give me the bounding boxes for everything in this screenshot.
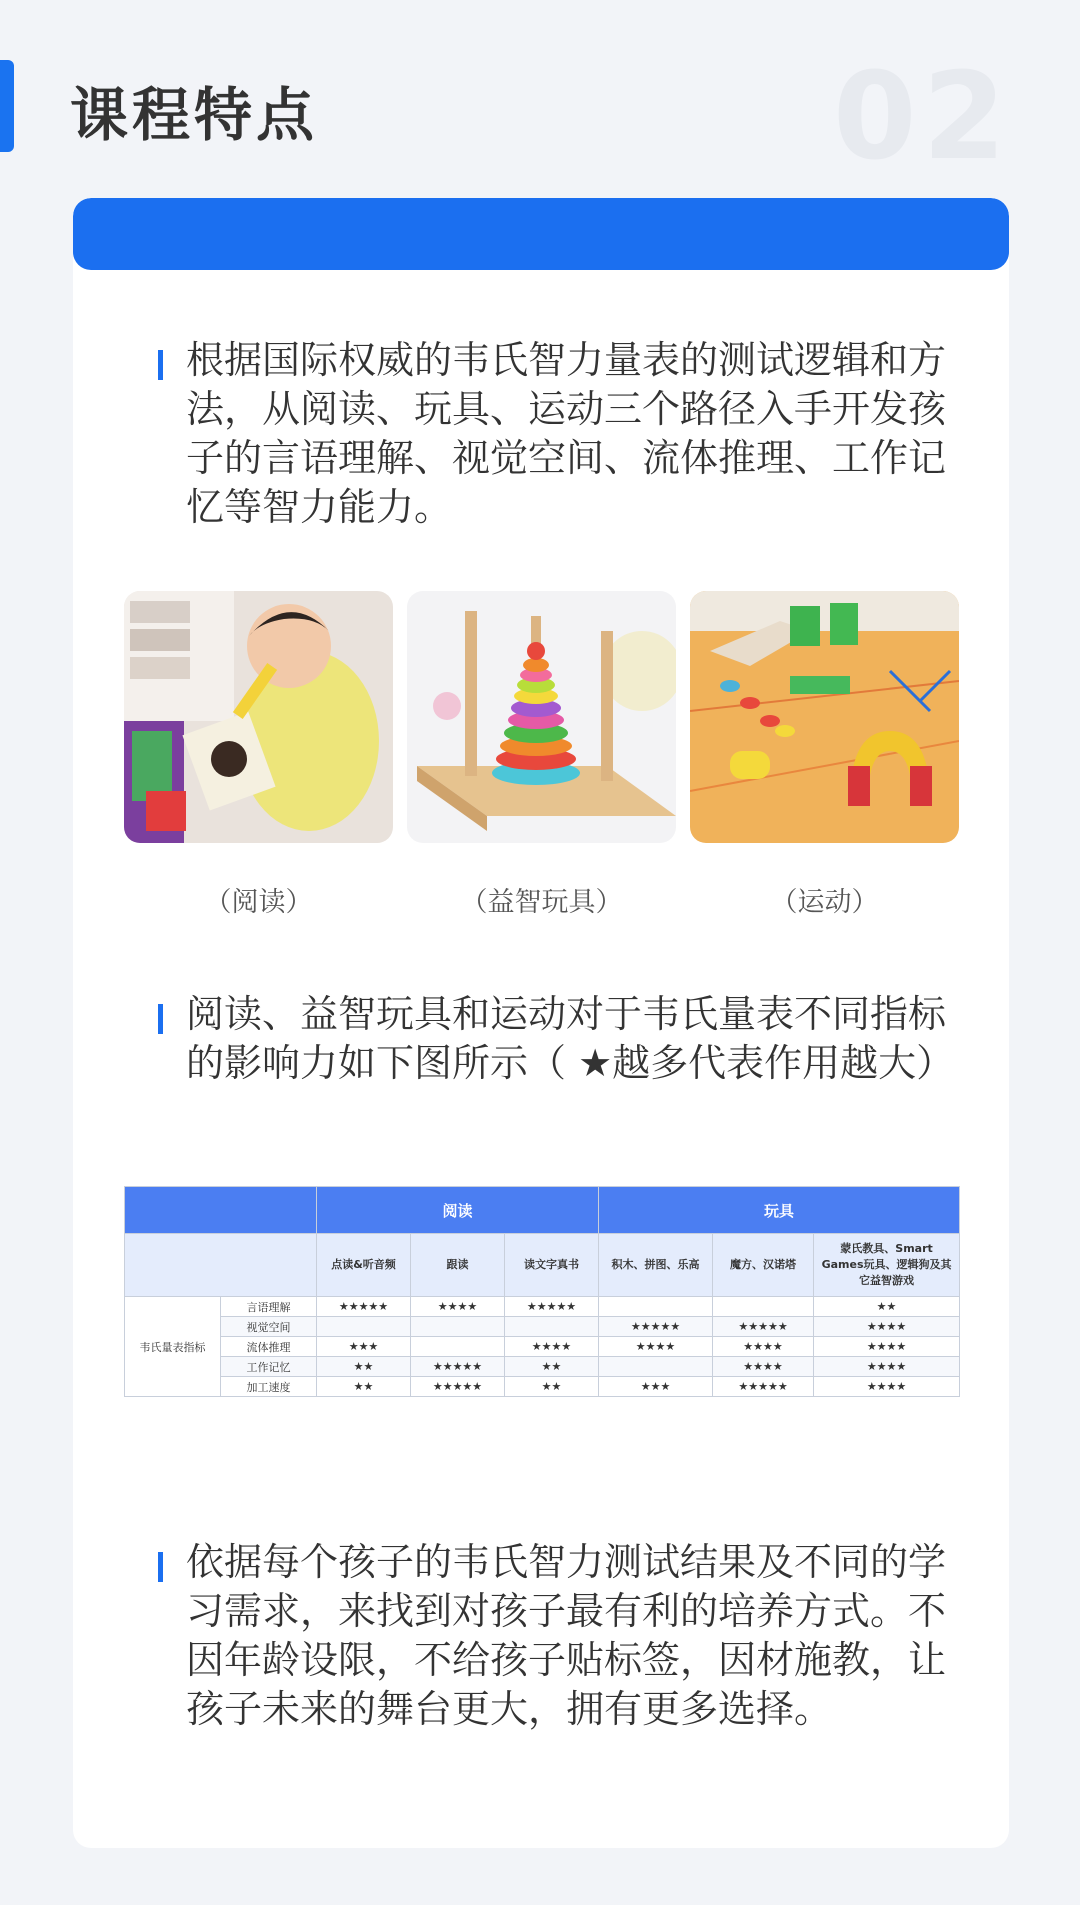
row-group-label: 韦氏量表指标: [125, 1297, 221, 1397]
row-label: 言语理解: [221, 1297, 317, 1317]
paragraph-marker: [158, 1552, 163, 1582]
rating-cell: ★★★★: [814, 1317, 960, 1337]
rating-cell: ★★★★: [814, 1337, 960, 1357]
rating-cell: ★★★★: [713, 1357, 814, 1377]
subheader: 点读&听音频: [317, 1234, 411, 1297]
paragraph-marker: [158, 1004, 163, 1034]
ring-stacking-toy-photo: [407, 591, 676, 843]
rating-cell: ★★★★★: [713, 1377, 814, 1397]
card-header-bar: [73, 198, 1009, 270]
rating-cell: ★★★★★: [505, 1297, 599, 1317]
impact-paragraph: [186, 990, 955, 1088]
section-number: 02: [833, 48, 1012, 187]
rating-cell: ★★: [317, 1357, 411, 1377]
rating-cell: ★★★: [599, 1377, 713, 1397]
subheader: 跟读: [411, 1234, 505, 1297]
rating-cell: ★★: [814, 1297, 960, 1317]
page-title: 课程特点: [70, 81, 319, 149]
table-corner: [125, 1187, 317, 1234]
intro-text: 根据国际权威的韦氏智力量表的测试逻辑和方法，从阅读、玩具、运动三个路径入手开发孩子的言语理解、视觉空间、流体推理、工作记忆等智力能力。: [186, 338, 947, 529]
sports-gym-photo: [690, 591, 959, 843]
subheader: 蒙氏教具、Smart Games玩具、逻辑狗及其它益智游戏: [814, 1234, 960, 1297]
rating-cell: ★★★★: [814, 1377, 960, 1397]
rating-cell: [713, 1297, 814, 1317]
rating-cell: ★★★: [317, 1337, 411, 1357]
table-row: [125, 1337, 960, 1357]
rating-cell: ★★★★★: [713, 1317, 814, 1337]
rating-cell: ★★: [505, 1377, 599, 1397]
row-label: 工作记忆: [221, 1357, 317, 1377]
rating-cell: [411, 1337, 505, 1357]
rating-cell: [317, 1317, 411, 1337]
paragraph-marker: [158, 350, 163, 380]
subheader: 积木、拼图、乐高: [599, 1234, 713, 1297]
rating-cell: ★★: [505, 1357, 599, 1377]
rating-cell: ★★: [317, 1377, 411, 1397]
rating-cell: ★★★★★: [411, 1377, 505, 1397]
rating-cell: ★★★★: [814, 1357, 960, 1377]
caption-toys: （益智玩具）: [460, 887, 623, 918]
rating-cell: [505, 1317, 599, 1337]
rating-cell: ★★★★★: [411, 1357, 505, 1377]
rating-cell: [411, 1317, 505, 1337]
rating-cell: [599, 1357, 713, 1377]
caption-reading: （阅读）: [204, 887, 313, 918]
intro-paragraph: [186, 336, 946, 532]
table-row: [125, 1357, 960, 1377]
group-header-reading: 阅读: [317, 1187, 599, 1234]
rating-cell: ★★★★: [713, 1337, 814, 1357]
rating-cell: ★★★★★: [317, 1297, 411, 1317]
table-row: [125, 1317, 960, 1337]
conclusion-paragraph: [186, 1538, 946, 1734]
subheader: 魔方、汉诺塔: [713, 1234, 814, 1297]
side-accent-bar: [0, 60, 14, 152]
conclusion-text: 依据每个孩子的韦氏智力测试结果及不同的学习需求，来找到对孩子最有利的培养方式。不因年龄设限，不给孩子贴标签，因材施教，让孩子未来的舞台更大，拥有更多选择。: [186, 1540, 947, 1731]
rating-cell: ★★★★: [411, 1297, 505, 1317]
child-reading-photo: [124, 591, 393, 843]
row-label: 流体推理: [221, 1337, 317, 1357]
row-label: 视觉空间: [221, 1317, 317, 1337]
rating-cell: ★★★★★: [599, 1317, 713, 1337]
wechsler-impact-table: [124, 1186, 959, 1397]
row-label: 加工速度: [221, 1377, 317, 1397]
subheader: 读文字真书: [505, 1234, 599, 1297]
rating-cell: [599, 1297, 713, 1317]
rating-cell: ★★★★: [599, 1337, 713, 1357]
subheader-corner: [125, 1234, 317, 1297]
caption-sports: （运动）: [770, 887, 879, 918]
table-row: [125, 1377, 960, 1397]
rating-cell: ★★★★: [505, 1337, 599, 1357]
table-row: [125, 1297, 960, 1317]
impact-text: 阅读、益智玩具和运动对于韦氏量表不同指标的影响力如下图所示（ ★越多代表作用越大）: [186, 992, 955, 1085]
group-header-toys: 玩具: [599, 1187, 960, 1234]
content-card: [73, 198, 1009, 1848]
